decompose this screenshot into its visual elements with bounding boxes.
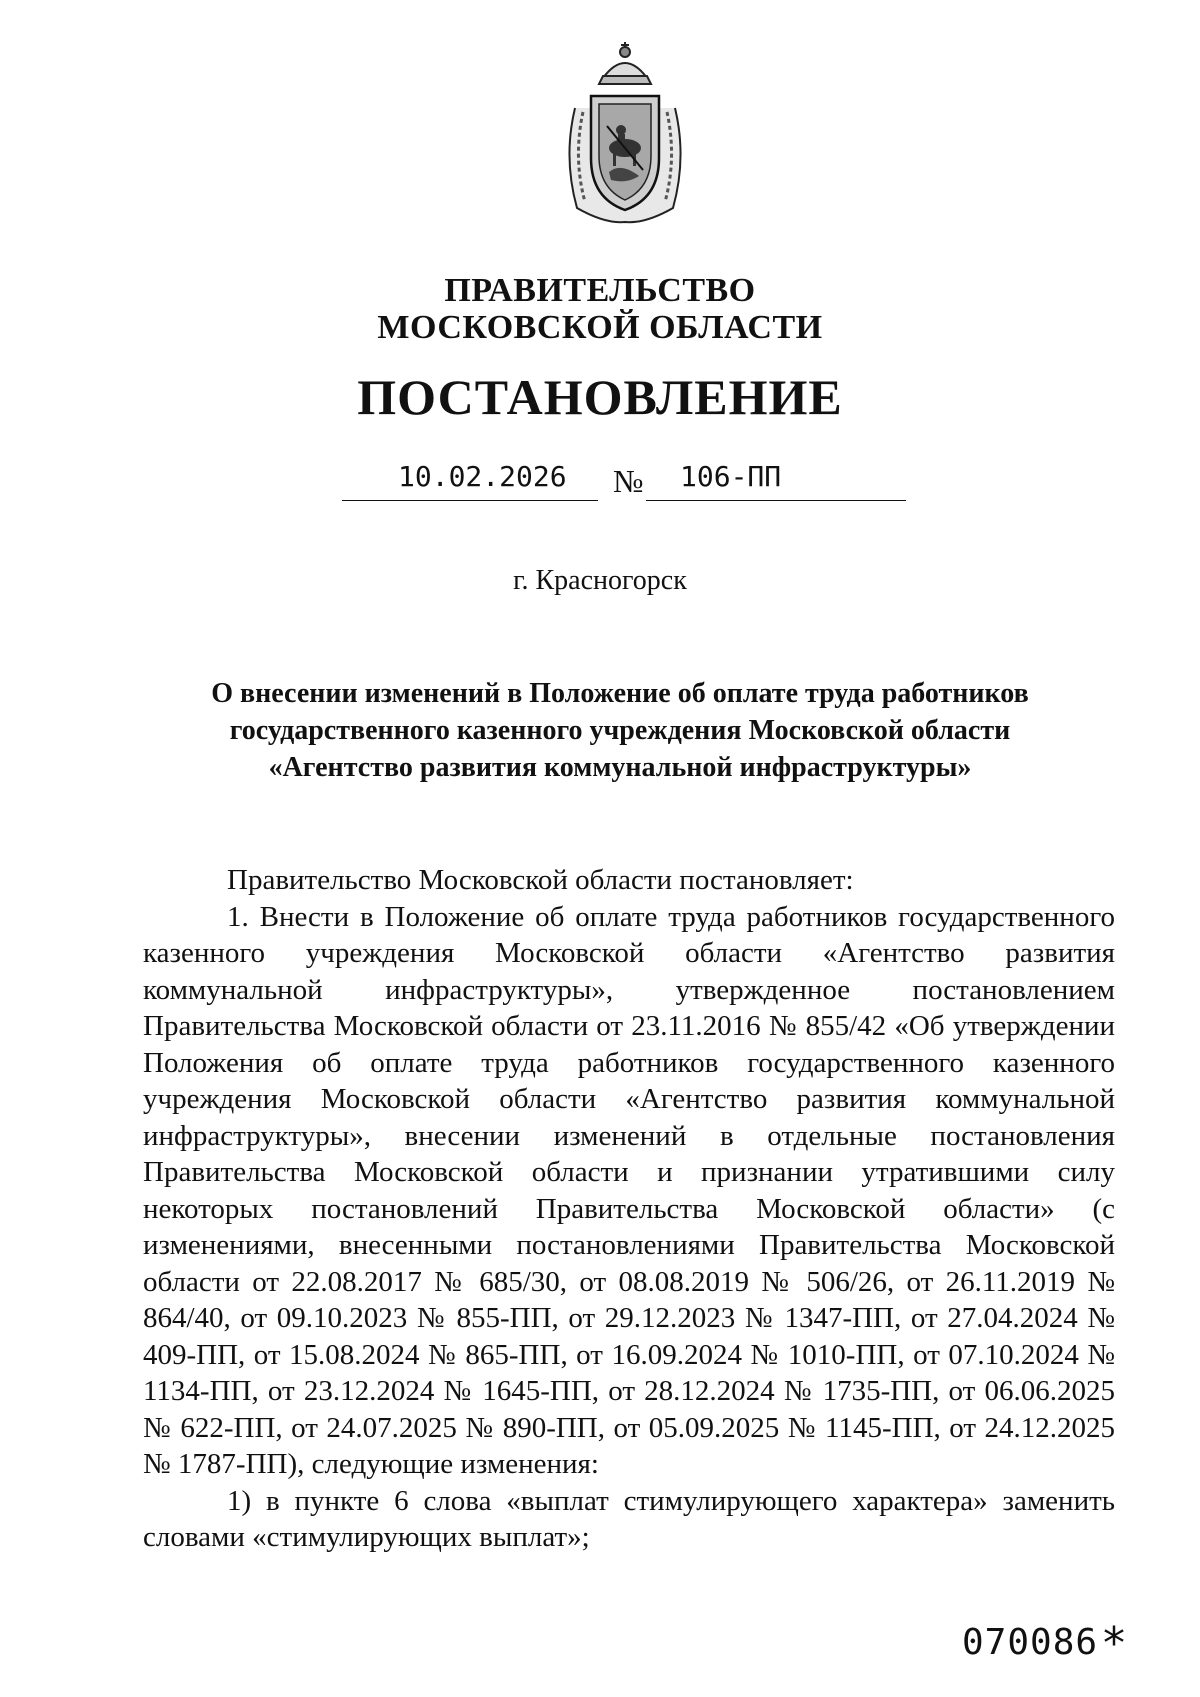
date-underline (342, 500, 598, 501)
document-type-title: ПОСТАНОВЛЕНИЕ (357, 369, 843, 425)
serial-number: 070086 (962, 1622, 1099, 1663)
city-name: г. Красногорск (513, 565, 687, 596)
document-date: 10.02.2026 (398, 460, 567, 493)
document-body (143, 862, 1115, 1556)
coat-of-arms-icon (555, 38, 695, 228)
item-1-paragraph: 1) в пункте 6 слова «выплат стимулирующего характера» заменить словами «стимулирующих выплат»; (143, 1484, 1115, 1553)
clause-1-paragraph: 1. Внести в Положение об оплате труда работников государственного казенного учреждения Московской области «Агентство развития коммунальной инфраструктуры», утвержденное постановлением Правительства Московской области от 23.11.2016 № 855/42 «Об утверждении Положения об оплате труда работников государственного казенного учреждения Московской области «Агентство развития коммунальной инфраструктуры», внесении изменений в отдельные постановления Правительства Московской области и признании утратившими силу некоторых постановлений Правительства Московской области» (с изменениями, внесенными постановлениями Правительства Московской области от 22.08.2017 № 685/30, от 08.08.2019 № 506/26, от 26.11.2019 № 864/40, от 09.10.2023 № 855-ПП, от 29.12.2023 № 1347-ПП, от 27.04.2024 № 409-ПП, от 15.08.2024 № 865-ПП, от 16.09.2024 № 1010-ПП, от 07.10.2024 № 1134-ПП, от 23.12.2024 № 1645-ПП, от 28.12.2024 № 1735-ПП, от 06.06.2025 № 622-ПП, от 24.07.2025 № 890-ПП, от 05.09.2025 № 1145-ПП, от 24.12.2025 № 1787-ПП), следующие изменения: (143, 900, 1115, 1480)
subject-line3: «Агентство развития коммунальной инфраструктуры» (268, 752, 972, 783)
subject-line1: О внесении изменений в Положение об оплате труда работников (211, 678, 1029, 709)
government-name-line1: ПРАВИТЕЛЬСТВО (444, 272, 756, 309)
number-sign: № (613, 463, 644, 499)
government-name-line2: МОСКОВСКОЙ ОБЛАСТИ (377, 309, 823, 346)
document-subject (160, 675, 1080, 786)
document-number: 106-ПП (680, 460, 782, 493)
number-underline (646, 500, 906, 501)
preamble-paragraph: Правительство Московской области постановляет: (227, 864, 854, 896)
serial-mark: * (1103, 1618, 1125, 1669)
subject-line2: государственного казенного учреждения Московской области (229, 715, 1011, 746)
